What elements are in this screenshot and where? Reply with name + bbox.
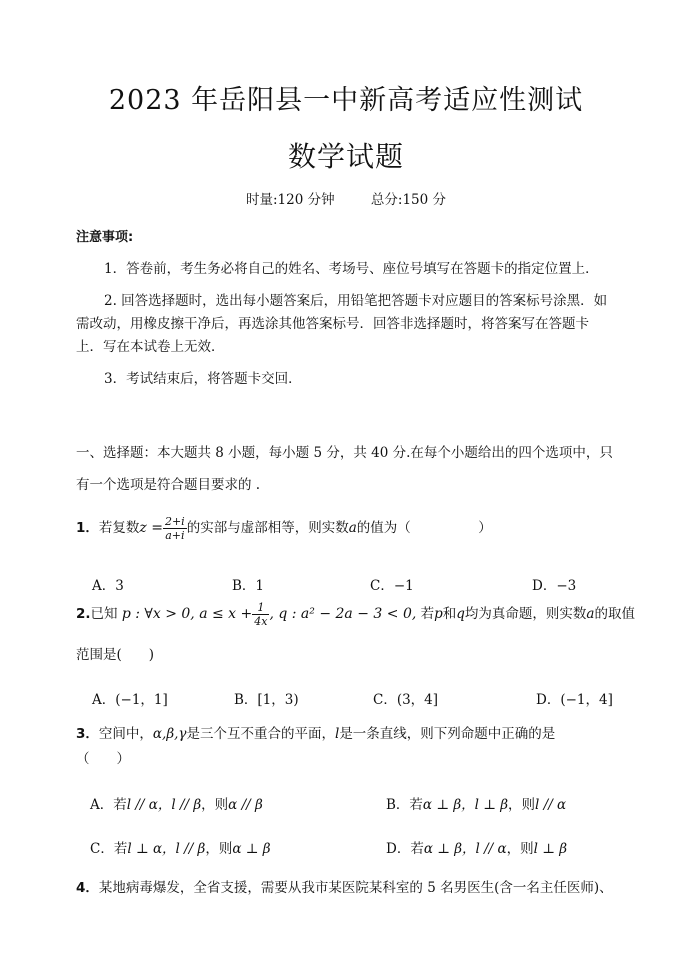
q3-a-mid: ，则 (201, 797, 229, 813)
q3-d-mid: ，则 (506, 841, 534, 857)
q2-option-b: B．[1，3) (234, 692, 299, 708)
q2-frac-den: 4x (254, 615, 268, 628)
q2-formula-b: , q : a² − 2a − 3 < 0, (269, 606, 417, 622)
q2-fraction (252, 601, 269, 628)
q1-post: 的实部与虚部相等，则实数 (186, 520, 349, 536)
question-number: 2. (76, 606, 91, 622)
q1-frac-den: a+i (165, 529, 185, 542)
q1-frac-num: 2+i (164, 515, 185, 528)
notice-item-2-line1: 2. 回答选择题时，选出每小题答案后，用铅笔把答题卡对应题目的答案标号涂黑．如 (104, 293, 608, 309)
q3-a-label: A．若 (90, 797, 127, 813)
q3-a-math2: α // β (228, 797, 263, 813)
question-number: 3． (76, 726, 99, 742)
q3-mid: 是三个互不重合的平面， (186, 726, 335, 742)
question-2-stem (76, 601, 635, 628)
notice-item-2-line2: 需改动，用橡皮擦干净后，再选涂其他答案标号．回答非选择题时，将答案写在答题卡 (76, 316, 589, 332)
q3-post: 是一条直线，则下列命题中正确的是 (339, 726, 556, 742)
notice-item-1: 1．答卷前，考生务必将自己的姓名、考场号、座位号填写在答题卡的指定位置上． (104, 261, 599, 277)
q2-and: 和 (442, 606, 457, 622)
q2-option-d: D．(−1，4] (536, 692, 613, 708)
q1-z-eq: z = (139, 520, 163, 536)
q2-q: q (456, 606, 465, 622)
q2-p: p (434, 606, 443, 622)
q3-c-label: C．若 (90, 841, 128, 857)
notice-heading: 注意事项: (76, 230, 134, 245)
section-heading-line2: 有一个选项是符合题目要求的 . (76, 477, 261, 493)
q1-option-d: D．−3 (532, 578, 577, 594)
q3-b-label: B．若 (386, 797, 423, 813)
q3-c-math2: α ⊥ β (232, 841, 271, 857)
q3-option-b (386, 793, 566, 813)
total-score: 总分:150 分 (370, 192, 446, 208)
q4-line1: 某地病毒爆发，全省支援，需要从我市某医院某科室的 5 名男医生(含一名主任医师)、 (98, 880, 613, 896)
q2-option-c: C．(3，4] (373, 692, 439, 708)
question-number: 4． (76, 880, 99, 896)
q2-option-a: A．(−1，1] (92, 692, 168, 708)
q3-b-math: α ⊥ β，l ⊥ β (422, 797, 509, 813)
q1-option-b: B．1 (232, 578, 265, 594)
time-limit: 时量:120 分钟 (245, 192, 335, 208)
q2-frac-num: 1 (252, 601, 269, 615)
q3-c-mid: ，则 (205, 841, 233, 857)
q3-d-math: α ⊥ β，l // α (423, 841, 507, 857)
q1-fraction (163, 515, 187, 542)
q3-a-math: l // α，l // β (126, 797, 202, 813)
q2-post2: 均为真命题，则实数 (464, 606, 587, 622)
exam-title: 2023 年岳阳县一中新高考适应性测试 (108, 85, 584, 116)
notice-item-2-line3: 上．写在本试卷上无效． (76, 339, 225, 355)
q1-pre: 若复数 (98, 520, 140, 536)
q2-post: 若 (420, 606, 435, 622)
question-4-stem (76, 876, 613, 900)
q1-post2: 的值为（ ） (356, 520, 492, 536)
exam-subject-title: 数学试题 (287, 140, 404, 173)
q3-d-math2: l ⊥ β (533, 841, 568, 857)
q3-c-math: l ⊥ α，l // β (127, 841, 206, 857)
question-2-line2: 范围是( ) (76, 647, 155, 663)
q3-pre: 空间中， (98, 726, 153, 742)
q2-pre: 已知 (90, 606, 118, 622)
q3-option-d (386, 837, 567, 857)
q3-b-mid: ，则 (508, 797, 536, 813)
notice-item-3: 3．考试结束后，将答题卡交回． (104, 371, 302, 387)
q3-l: l (334, 726, 340, 742)
question-1-stem (76, 515, 492, 542)
q3-option-a (90, 793, 263, 813)
q2-a: a (586, 606, 595, 622)
q2-post3: 的取值 (594, 606, 635, 622)
q3-option-c (90, 837, 271, 857)
exam-meta (0, 188, 692, 208)
q1-option-a: A．3 (92, 578, 124, 594)
q2-formula-a: p : ∀x > 0, a ≤ x + (121, 606, 253, 622)
q1-option-c: C．−1 (370, 578, 414, 594)
section-heading-line1: 一、选择题：本大题共 8 小题，每小题 5 分，共 40 分.在每个小题给出的四个选项中，只 (76, 445, 613, 461)
q3-d-label: D．若 (386, 841, 424, 857)
q3-b-math2: l // α (535, 797, 567, 813)
question-3-stem (76, 722, 555, 746)
question-3-line2: （ ） (76, 751, 130, 767)
question-number: 1． (76, 520, 99, 536)
q3-greek: α,β,γ (152, 726, 187, 742)
q1-var: a (348, 520, 357, 536)
